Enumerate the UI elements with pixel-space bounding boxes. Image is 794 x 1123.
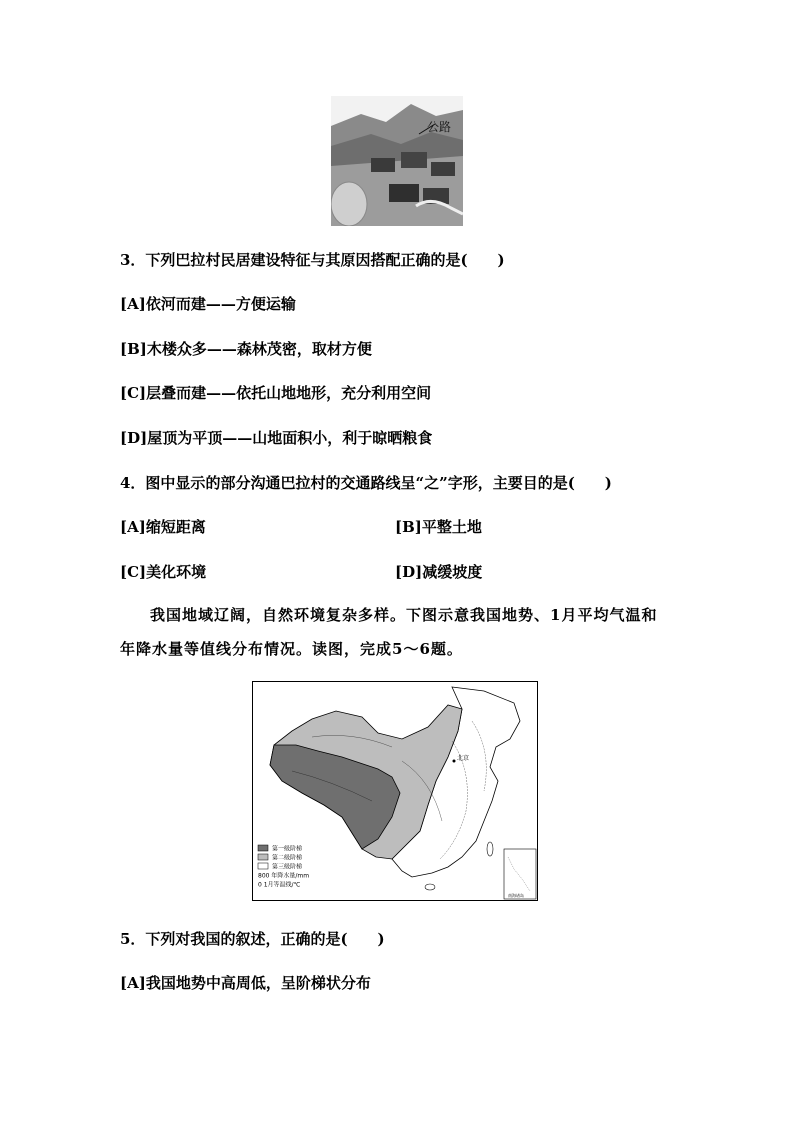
city-label: 北京 — [457, 755, 470, 762]
legend-isotherm: 0 1月等温线/℃ — [258, 881, 301, 889]
inset-label: 南海诸岛 — [508, 893, 524, 898]
village-photo-graphic — [331, 96, 463, 226]
intro-line-1: 我国地域辽阔，自然环境复杂多样。下图示意我国地势、1月平均气温和 — [150, 606, 658, 624]
legend-third-step: 第三级阶梯 — [272, 863, 303, 871]
city-marker — [453, 760, 456, 763]
question-3-option-a: [A]依河而建——方便运输 — [120, 295, 296, 313]
question-4-option-c: [C]美化环境 — [120, 563, 207, 581]
question-3-option-b: [B]木楼众多——森林茂密，取材方便 — [120, 340, 372, 358]
question-5-stem: 5．下列对我国的叙述，正确的是( ) — [120, 930, 385, 948]
china-map-graphic — [252, 681, 538, 901]
question-3-option-c: [C]层叠而建——依托山地地形，充分利用空间 — [120, 384, 432, 402]
question-3-option-d: [D]屋顶为平顶——山地面积小，利于晾晒粮食 — [120, 429, 433, 447]
question-4-option-d: [D]减缓坡度 — [395, 563, 483, 581]
intro-paragraph — [120, 598, 680, 666]
question-3-stem: 3．下列巴拉村民居建设特征与其原因搭配正确的是( ) — [120, 251, 505, 269]
intro-line-2: 年降水量等值线分布情况。读图，完成5～6题。 — [120, 640, 463, 658]
road-label: 公路 — [427, 120, 452, 134]
china-terrain-map — [252, 681, 538, 901]
question-4-option-b: [B]平整土地 — [395, 518, 482, 536]
legend-second-step: 第二级阶梯 — [272, 854, 303, 862]
legend-first-step: 第一级阶梯 — [272, 845, 303, 853]
question-4-stem: 4．图中显示的部分沟通巴拉村的交通路线呈“之”字形，主要目的是( ) — [120, 474, 612, 492]
question-5-option-a: [A]我国地势中高周低，呈阶梯状分布 — [120, 974, 371, 992]
question-4-option-a: [A]缩短距离 — [120, 518, 206, 536]
legend-precipitation: 800 年降水量/mm — [258, 872, 310, 880]
village-photo — [331, 96, 463, 226]
south-china-sea-inset — [504, 849, 536, 899]
